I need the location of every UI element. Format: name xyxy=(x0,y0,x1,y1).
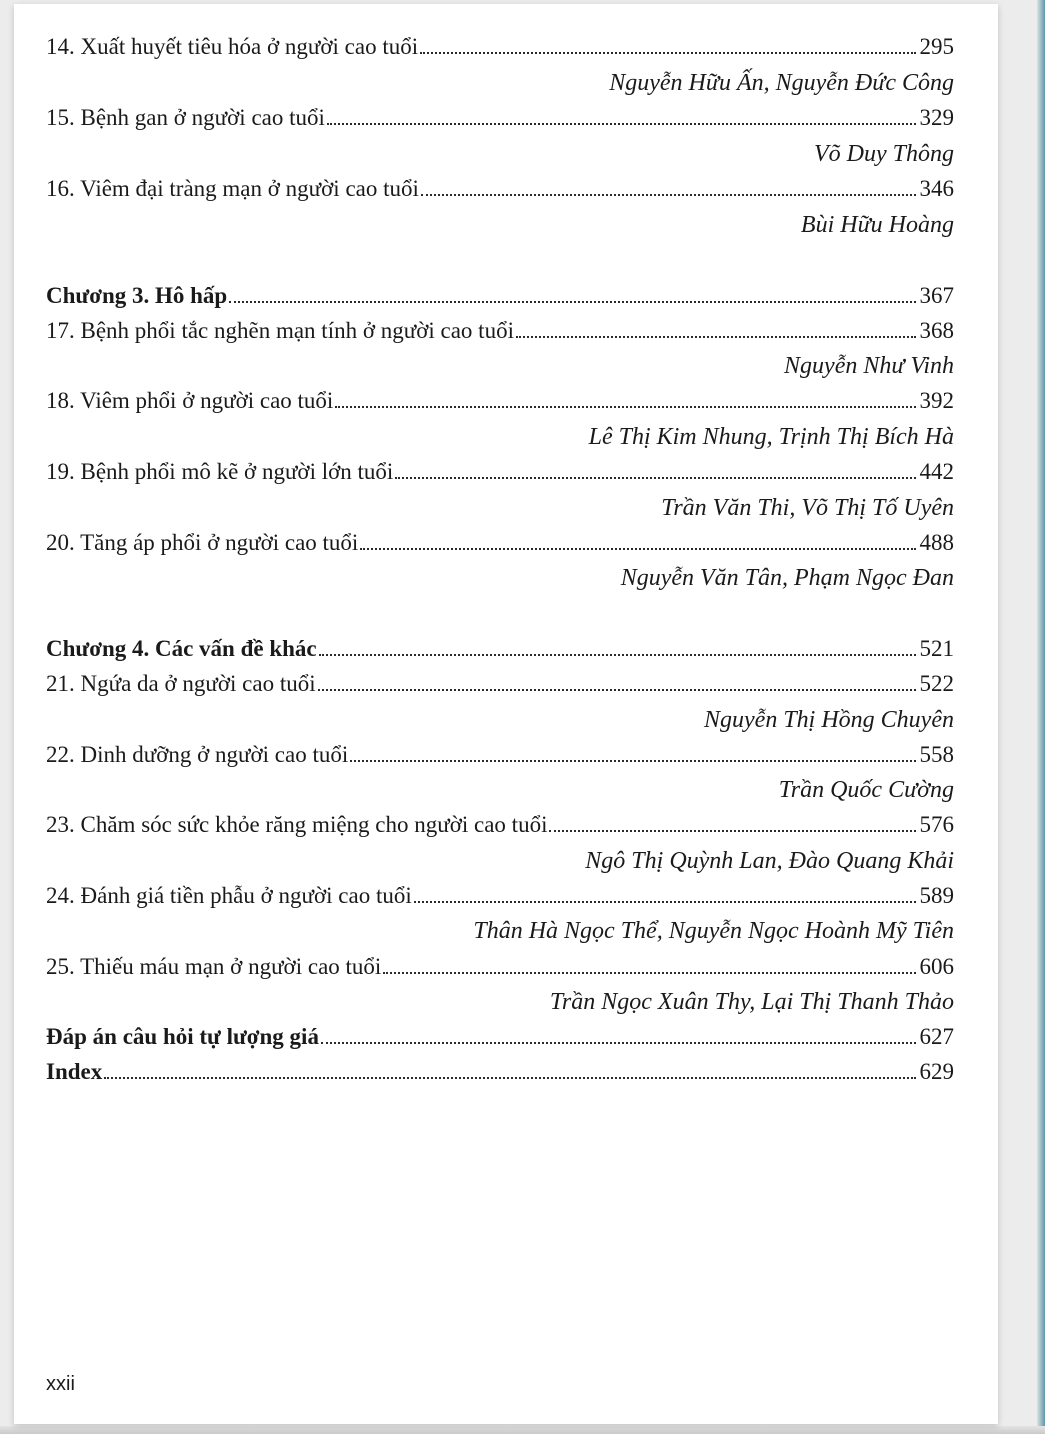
toc-chapter-title: Chương 3. Hô hấp xyxy=(46,283,228,308)
toc-entry xyxy=(46,174,954,204)
toc-entry-title: 19. Bệnh phổi mô kẽ ở người lớn tuổi xyxy=(46,459,394,484)
toc-chapter xyxy=(46,1057,954,1087)
book-edge xyxy=(1037,0,1045,1434)
toc-entry xyxy=(46,810,954,840)
toc-entry-authors: Bùi Hữu Hoàng xyxy=(800,212,954,238)
toc-entry-page: 442 xyxy=(919,459,954,484)
page-number: xxii xyxy=(46,1373,75,1395)
dot-leader xyxy=(318,689,916,691)
page-bottom-shadow xyxy=(0,1426,1045,1434)
dot-leader xyxy=(414,901,916,903)
toc-entry-title: 20. Tăng áp phổi ở người cao tuổi xyxy=(46,530,359,555)
dot-leader xyxy=(319,654,916,656)
dot-leader xyxy=(229,301,915,303)
dot-leader xyxy=(360,548,915,550)
toc-entry-title: 14. Xuất huyết tiêu hóa ở người cao tuổi xyxy=(46,34,419,59)
toc-entry xyxy=(46,103,954,133)
toc-entry-page: 295 xyxy=(919,34,954,59)
dot-leader xyxy=(421,194,916,196)
toc-entry-title: 22. Dinh dưỡng ở người cao tuổi xyxy=(46,742,349,767)
toc-answers-page: 627 xyxy=(919,1024,954,1049)
toc-chapter xyxy=(46,1022,954,1052)
toc-entry-title: 25. Thiếu máu mạn ở người cao tuổi xyxy=(46,954,382,979)
toc-entry xyxy=(46,457,954,487)
dot-leader xyxy=(383,972,915,974)
toc-entry-authors: Thân Hà Ngọc Thể, Nguyễn Ngọc Hoành Mỹ Tiên xyxy=(473,918,954,944)
toc-chapter xyxy=(46,281,954,311)
toc-entry xyxy=(46,386,954,416)
toc-entry-authors: Nguyễn Hữu Ấn, Nguyễn Đức Công xyxy=(609,70,954,96)
toc-entry xyxy=(46,316,954,346)
toc-entry xyxy=(46,952,954,982)
toc-entry-authors: Trần Văn Thi, Võ Thị Tố Uyên xyxy=(661,495,954,521)
toc-entry-title: 17. Bệnh phổi tắc nghẽn mạn tính ở người cao tuổi xyxy=(46,318,514,343)
dot-leader xyxy=(335,406,915,408)
toc-entry-page: 329 xyxy=(919,105,954,130)
toc-entry-page: 368 xyxy=(919,318,954,343)
toc-entry-title: 21. Ngứa da ở người cao tuổi xyxy=(46,671,316,696)
toc-chapter xyxy=(46,634,954,664)
toc-entry-title: 16. Viêm đại tràng mạn ở người cao tuổi xyxy=(46,176,419,201)
toc-entry-authors: Ngô Thị Quỳnh Lan, Đào Quang Khải xyxy=(585,848,954,874)
dot-leader xyxy=(395,477,915,479)
toc-chapter-title: Chương 4. Các vấn đề khác xyxy=(46,636,317,661)
toc-entry-authors: Trần Ngọc Xuân Thy, Lại Thị Thanh Thảo xyxy=(549,989,954,1015)
dot-leader xyxy=(104,1077,915,1079)
toc-chapter-page: 521 xyxy=(919,636,954,661)
toc-entry xyxy=(46,740,954,770)
toc-entry-authors: Nguyễn Thị Hồng Chuyên xyxy=(704,707,954,733)
toc-entry-authors: Trần Quốc Cường xyxy=(778,777,954,803)
toc-entry-page: 522 xyxy=(919,671,954,696)
toc-entry-title: 15. Bệnh gan ở người cao tuổi xyxy=(46,105,325,130)
toc-entry xyxy=(46,32,954,62)
toc-index-title: Index xyxy=(46,1059,103,1084)
dot-leader xyxy=(549,830,915,832)
toc-entry-page: 488 xyxy=(919,530,954,555)
dot-leader xyxy=(350,760,915,762)
toc-entry-page: 606 xyxy=(919,954,954,979)
dot-leader xyxy=(420,52,915,54)
toc-entry-authors: Lê Thị Kim Nhung, Trịnh Thị Bích Hà xyxy=(588,424,954,450)
toc-entry-page: 392 xyxy=(919,388,954,413)
toc-chapter-page: 367 xyxy=(919,283,954,308)
dot-leader xyxy=(516,336,916,338)
toc-entry-page: 558 xyxy=(919,742,954,767)
toc-entry-page: 346 xyxy=(919,176,954,201)
toc-entry-authors: Nguyễn Như Vinh xyxy=(784,353,954,379)
toc-entry-title: 23. Chăm sóc sức khỏe răng miệng cho người cao tuổi xyxy=(46,812,548,837)
dot-leader xyxy=(321,1042,916,1044)
toc-entry xyxy=(46,881,954,911)
toc-entry-authors: Võ Duy Thông xyxy=(814,141,954,167)
toc-entry xyxy=(46,669,954,699)
toc-entry-page: 589 xyxy=(919,883,954,908)
toc-entry-title: 18. Viêm phổi ở người cao tuổi xyxy=(46,388,334,413)
dot-leader xyxy=(327,123,916,125)
toc-entry-page: 576 xyxy=(919,812,954,837)
toc-entry xyxy=(46,528,954,558)
toc-entry-authors: Nguyễn Văn Tân, Phạm Ngọc Đan xyxy=(620,565,954,591)
toc-answers-title: Đáp án câu hỏi tự lượng giá xyxy=(46,1024,319,1049)
toc-index-page: 629 xyxy=(919,1059,954,1084)
toc-entry-title: 24. Đánh giá tiền phẫu ở người cao tuổi xyxy=(46,883,412,908)
